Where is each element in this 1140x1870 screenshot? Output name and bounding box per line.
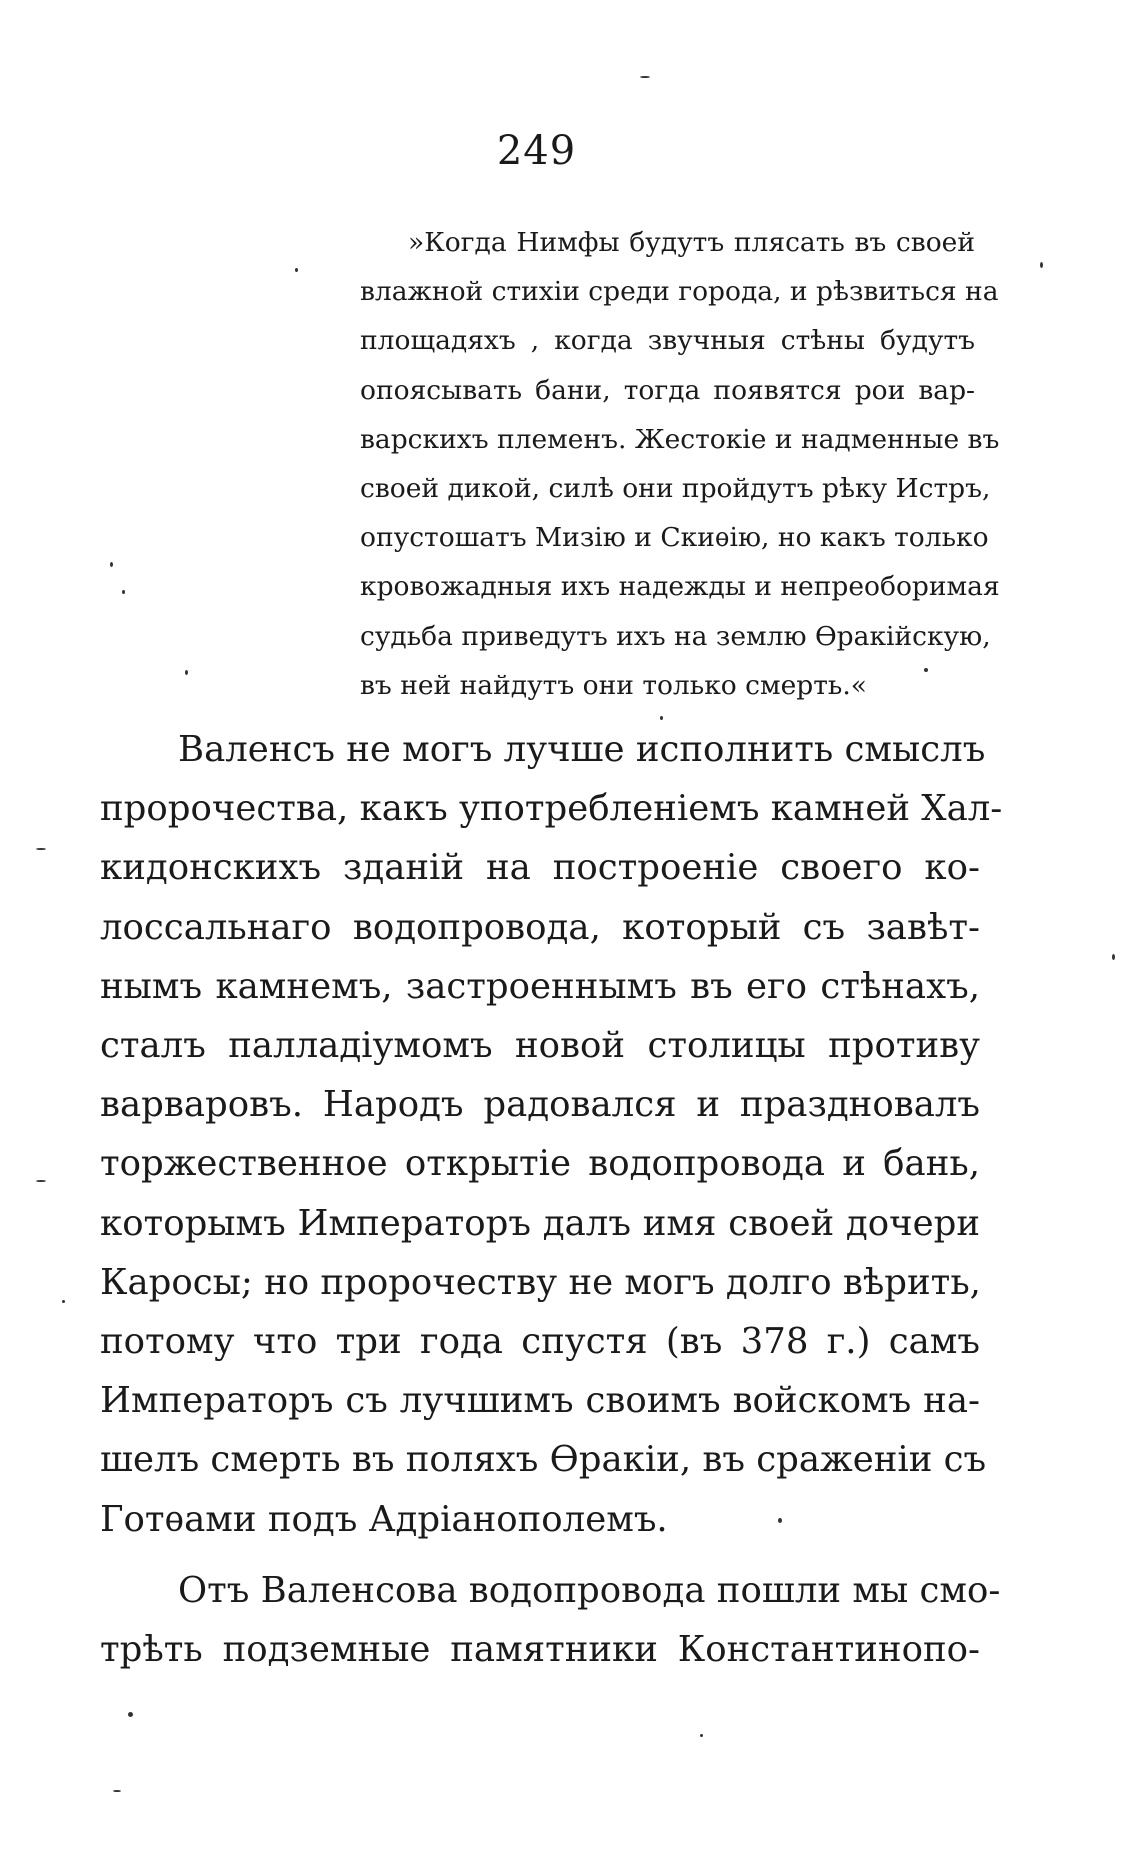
scan-speck [640, 76, 650, 78]
text-line: Императоръ съ лучшимъ своимъ войскомъ на- [100, 1380, 980, 1422]
text-line: варваровъ. Народъ радовался и праздновалъ [100, 1084, 980, 1126]
quote-line: кровожадныя ихъ надежды и непреоборимая [360, 571, 1000, 603]
quote-line: влажной стихiи среди города, и рѣзвиться на [360, 276, 999, 308]
page-number: 249 [496, 128, 577, 174]
text-line: трѣть подземные памятники Константинопо- [100, 1629, 980, 1671]
scan-speck [185, 670, 188, 675]
quote-line: варскихъ племенъ. Жестокiе и надменные въ [360, 423, 1000, 455]
quote-line: судьба приведутъ ихъ на землю Ѳракiйскую, [360, 620, 991, 652]
quote-line: въ ней найдутъ они только смерть.« [360, 669, 867, 701]
text-line: шелъ смерть въ поляхъ Ѳракiи, въ сраженiи съ [100, 1439, 987, 1481]
scan-speck [62, 1300, 65, 1303]
scan-speck [778, 1518, 782, 1523]
quote-line: своей дикой, силѣ они пройдутъ рѣку Истръ, [360, 473, 991, 505]
text-line: Валенсъ не могъ лучше исполнить смыслъ [178, 729, 986, 770]
scan-speck [36, 848, 46, 850]
text-line: лоссальнаго водопровода, который съ завѣт- [100, 906, 980, 948]
text-line: кидонскихъ зданiй на построенiе своего ко- [100, 847, 980, 889]
quote-line: опоясывать бани, тогда появятся рои вар- [360, 374, 975, 406]
body-paragraph-2 [100, 1561, 1001, 1679]
text-line: Отъ Валенсова водопровода пошли мы смо- [178, 1570, 1001, 1611]
text-line: Готѳами подъ Адрiанополемъ. [100, 1498, 668, 1540]
scan-speck [1040, 262, 1043, 268]
text-line: пророчества, какъ употребленiемъ камней Хал- [100, 788, 1003, 830]
text-line: сталъ палладiумомъ новой столицы противу [100, 1025, 980, 1067]
text-line: торжественное открытiе водопровода и бань, [100, 1143, 980, 1185]
scan-speck [122, 590, 125, 594]
prophecy-quote [360, 218, 1000, 710]
scan-speck [113, 1790, 121, 1792]
scan-speck [110, 562, 113, 567]
scan-speck [295, 268, 298, 272]
scan-speck [1112, 954, 1115, 960]
scan-speck [700, 1734, 703, 1737]
scan-speck [924, 668, 928, 672]
text-line: потому что три года спустя (въ 378 г.) самъ [100, 1321, 980, 1363]
quote-line: площадяхъ , когда звучныя стѣны будутъ [360, 325, 975, 357]
quote-line: »Когда Нимфы будутъ плясать въ своей [408, 227, 975, 258]
text-line: Каросы; но пророчеству не могъ долго вѣрить, [100, 1261, 981, 1303]
text-line: нымъ камнемъ, застроеннымъ въ его стѣнахъ, [100, 965, 980, 1007]
scan-speck [36, 1180, 46, 1182]
quote-line: опустошатъ Мизiю и Скиѳiю, но какъ только [360, 522, 989, 554]
body-paragraph-1 [100, 720, 1003, 1549]
scan-speck [128, 1712, 133, 1717]
text-line: которымъ Императоръ далъ имя своей дочери [100, 1202, 980, 1244]
scan-speck [660, 716, 663, 720]
